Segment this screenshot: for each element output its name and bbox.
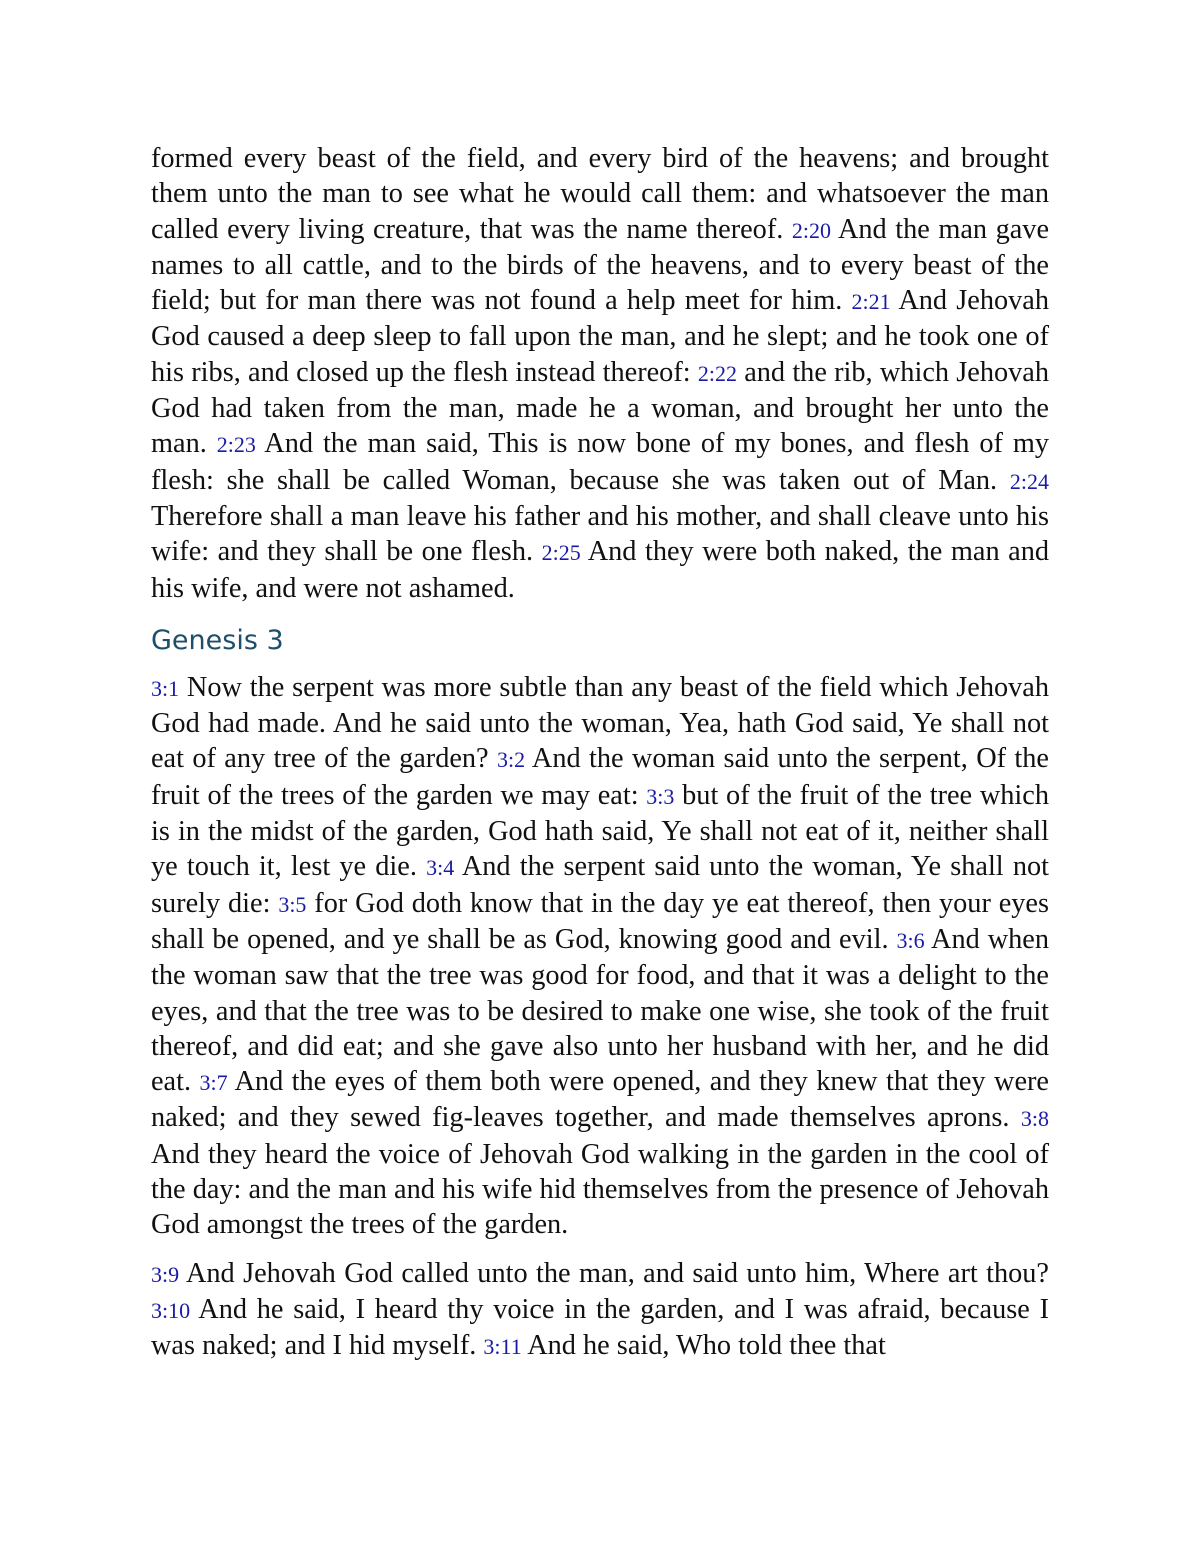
verse-number: 3:8 [1020,1106,1049,1132]
verse-text: And the serpent said unto the woman, Ye shall not surely die: [151,851,1049,919]
verse-number: 2:25 [541,540,581,566]
verse-number: 2:22 [697,360,737,386]
verse-number: 3:7 [199,1070,228,1096]
document-page [151,141,1049,1365]
verse-text: and the rib, which Jehovah God had taken from the man, made he a woman, and brought her unto the man. [151,356,1049,460]
verse-text: And the eyes of them both were opened, and they knew that they were naked; and they sewed fig-leaves together, and made themselves aprons. [151,1066,1049,1134]
verse-text: And Jehovah God called unto the man, and said unto him, Where art thou? [179,1257,1049,1289]
verse-text: And the man said, This is now bone of my bones, and flesh of my flesh: she shall be called Woman, because she was taken out of Man. [151,428,1050,496]
verse-number: 3:4 [426,855,455,881]
chapter-paragraph [151,1256,1049,1365]
verse-number: 3:1 [151,675,180,701]
verse-text: And when the woman saw that the tree was good for food, and that it was a delight to the eyes, and that the tree was to be desired to make one wise, she took of the fruit thereof, and did eat; and she gave also unto her husband with her, and he did eat. [151,923,1049,1098]
verse-text: And the woman said unto the serpent, Of the fruit of the trees of the garden we may eat: [151,743,1049,811]
chapter-heading: Genesis 3 [151,624,284,656]
chapter-paragraph [151,670,1049,1243]
verse-text: Therefore shall a man leave his father and his mother, and shall cleave unto his wife: and they shall be one flesh. [151,500,1049,568]
verse-number: 3:11 [483,1334,522,1360]
verse-text: And they were both naked, the man and his wife, and were not ashamed. [151,536,1049,604]
verse-text: And Jehovah God caused a deep sleep to fall upon the man, and he slept; and he took one of his ribs, and closed up the flesh instead thereof: [151,285,1049,388]
verse-text: Now the serpent was more subtle than any beast of the field which Jehovah God had made. And he said unto the woman, Yea, hath God said, Ye shall not eat of any tree of the garden? [151,671,1049,775]
verse-number: 3:10 [151,1297,191,1323]
verse-number: 3:3 [646,783,675,809]
verse-text: formed every beast of the field, and every bird of the heavens; and brought them unto the man to see what he would call them: and whatsoever the man called every living creature, that was the name thereof. [151,143,1049,245]
verse-number: 2:21 [851,289,891,315]
verse-text: And he said, I heard thy voice in the garden, and I was afraid, because I was naked; and I hid myself. [151,1293,1049,1362]
verse-text: for God doth know that in the day ye eat thereof, then your eyes shall be opened, and ye shall be as God, knowing good and evil. [151,887,1050,955]
verse-text: but of the fruit of the tree which is in the midst of the garden, God hath said, Ye shall not eat of it, neither shall ye touch it, lest ye die. [151,779,1050,883]
verse-number: 2:24 [1009,468,1049,494]
verse-number: 2:23 [216,432,256,458]
verse-number: 3:9 [151,1261,180,1287]
verse-text: And they heard the voice of Jehovah God walking in the garden in the cool of the day: and the man and his wife hid themselves from the presence of Jehovah God amongst the trees of the garden. [151,1138,1049,1241]
verse-number: 3:2 [496,747,526,773]
verse-text: And he said, Who told thee that [521,1330,886,1362]
verse-number: 2:20 [791,217,831,243]
verse-number: 3:5 [278,891,307,917]
verse-text: And the man gave names to all cattle, and to the birds of the heavens, and to every beast of the field; but for man there was not found a help meet for him. [151,213,1050,317]
intro-paragraph [151,141,1049,606]
verse-number: 3:6 [896,927,925,953]
